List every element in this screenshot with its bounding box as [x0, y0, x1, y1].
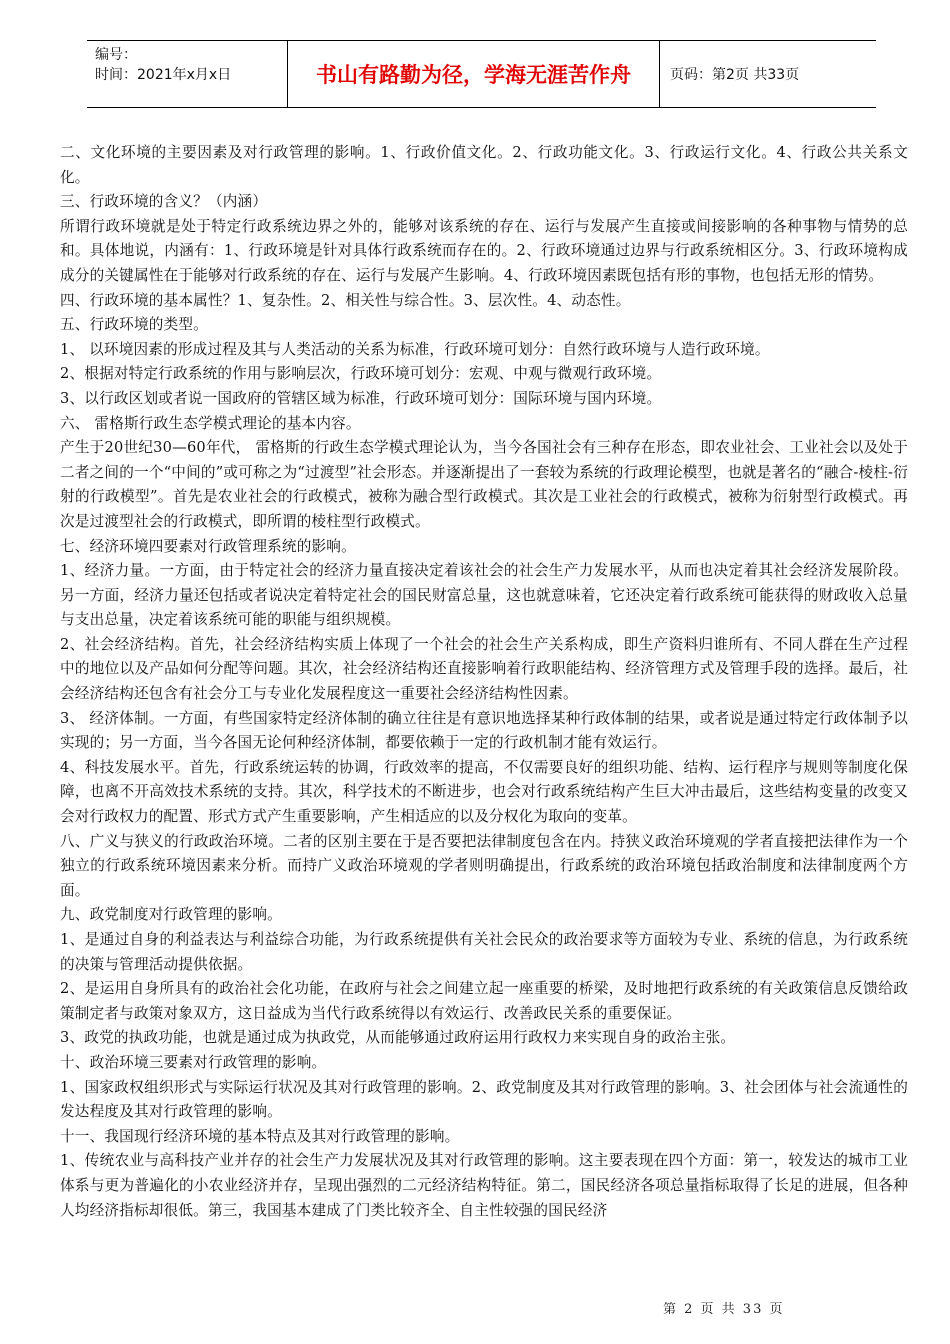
list-item: 1、经济力量。一方面，由于特定社会的经济力量直接决定着该社会的社会生产力发展水平，从而也决定着其社会经济发展阶段。另一方面，经济力量还包括或者说决定着特定社会的国民财富总量，这也就意味着，它还决定着行政系统可能获得的财政收入总量与支出总量，决定着该系统可能的职能与组织规模。	[60, 562, 908, 629]
list-item: 4、科技发展水平。首先，行政系统运转的协调，行政效率的提高，不仅需要良好的组织功能、结构、运行程序与规则等制度化保障，也离不开高效技术系统的支持。其次，科学技术的不断进步，也会对行政系统结构产生巨大冲击最后，这些结构变量的改变又会对行政权力的配置、形式方式产生重要影响，产生相适应的以及分权化为取向的变革。	[60, 758, 908, 826]
paragraph: 二、文化环境的主要因素及对行政管理的影响。1、行政价值文化。2、行政功能文化。3、行政运行文化。4、行政公共关系文化。	[60, 144, 908, 186]
page-header	[87, 40, 876, 108]
document-body	[60, 141, 908, 1223]
header-motto: 书山有路勤为径，学海无涯苦作舟	[316, 63, 631, 87]
section-heading: 十一、我国现行经济环境的基本特点及其对行政管理的影响。	[60, 1127, 460, 1145]
header-page-label: 页码：第2页 共33页	[670, 67, 800, 83]
section-heading: 七、经济环境四要素对行政管理系统的影响。	[60, 537, 356, 555]
list-item: 3、以行政区划或者说一国政府的管辖区域为标准，行政环境可划分：国际环境与国内环境。	[60, 389, 662, 407]
section-heading: 五、行政环境的类型。	[60, 316, 208, 334]
list-item: 2、是运用自身所具有的政治社会化功能，在政府与社会之间建立起一座重要的桥梁，及时地把行政系统的有关政策信息反馈给政策制定者与政策对象双方，这日益成为当代行政系统得以有效运行、改善政民关系的重要保证。	[60, 980, 908, 1022]
paragraph: 1、传统农业与高科技产业并存的社会生产力发展状况及其对行政管理的影响。这主要表现在四个方面：第一，较发达的城市工业体系与更为普遍化的小农业经济并存，呈现出强烈的二元经济结构特征。第二，国民经济各项总量指标取得了长足的进展，但各种人均经济指标却很低。第三，我国基本建成了门类比较齐全、自主性较强的国民经济	[60, 1152, 908, 1219]
list-item: 1、 以环境因素的形成过程及其与人类活动的关系为标准，行政环境可划分：自然行政环境与人造行政环境。	[60, 340, 770, 358]
document-number-label: 编号：	[95, 47, 137, 63]
list-item: 3、 经济体制。一方面，有些国家特定经济体制的确立往往是有意识地选择某种行政体制的结果，或者说是通过特定行政体制予以实现的；另一方面，当今各国无论何种经济体制，都要依赖于一定的行政机制才能有效运行。	[60, 709, 908, 752]
list-item: 2、根据对特定行政系统的作用与影响层次，行政环境可划分：宏观、中观与微观行政环境。	[60, 365, 662, 383]
list-item: 2、社会经济结构。首先，社会经济结构实质上体现了一个社会的社会生产关系构成，即生产资料归谁所有、不同人群在生产过程中的地位以及产品如何分配等问题。其次，社会经济结构还直接影响着行政职能结构、经济管理方式及管理手段的选择。最后，社会经济结构还包含有社会分工与专业化发展程度这一重要社会经济结构性因素。	[60, 635, 908, 703]
paragraph: 四、行政环境的基本属性？1、复杂性。2、相关性与综合性。3、层次性。4、动态性。	[60, 291, 631, 309]
header-motto-cell	[288, 41, 660, 107]
section-heading: 九、政党制度对行政管理的影响。	[60, 906, 282, 924]
page-footer: 第 2 页 共 33 页	[663, 1302, 785, 1317]
paragraph: 1、国家政权组织形式与实际运行状况及其对行政管理的影响。2、政党制度及其对行政管理的影响。3、社会团体与社会流通性的发达程度及其对行政管理的影响。	[60, 1078, 908, 1121]
document-time-label: 时间：2021年x月x日	[95, 67, 232, 83]
paragraph: 产生于20世纪30—60年代， 雷格斯的行政生态学模式理论认为，当今各国社会有三种存在形态，即农业社会、工业社会以及处于二者之间的一个“中间的”或可称之为“过渡型”社会形态。并逐渐提出了一套较为系统的行政理论模型，也就是著名的“融合-棱柱-衍射的行政模型”。首先是农业社会的行政模式，被称为融合型行政模式。其次是工业社会的行政模式，被称为衍射型行政模式。再次是过渡型社会的行政模式，即所谓的棱柱型行政模式。	[60, 439, 908, 530]
list-item: 1、是通过自身的利益表达与利益综合功能，为行政系统提供有关社会民众的政治要求等方面较为专业、系统的信息，为行政系统的决策与管理活动提供依据。	[60, 931, 908, 973]
header-meta	[87, 41, 288, 107]
section-heading: 六、 雷格斯行政生态学模式理论的基本内容。	[60, 414, 361, 432]
list-item: 3、政党的执政功能，也就是通过成为执政党，从而能够通过政府运用行政权力来实现自身的政治主张。	[60, 1029, 736, 1047]
section-heading: 三、行政环境的含义？（内涵）	[60, 193, 268, 211]
paragraph: 八、广义与狭义的行政政治环境。二者的区别主要在于是否要把法律制度包含在内。持狭义政治环境观的学者直接把法律作为一个独立的行政系统环境因素来分析。而持广义政治环境观的学者则明确提出，行政系统的政治环境包括政治制度和法律制度两个方面。	[60, 832, 908, 899]
header-page-cell	[660, 41, 876, 107]
section-heading: 十、政治环境三要素对行政管理的影响。	[60, 1053, 327, 1071]
paragraph: 所谓行政环境就是处于特定行政系统边界之外的，能够对该系统的存在、运行与发展产生直接或间接影响的各种事物与情势的总和。具体地说，内涵有：1、行政环境是针对具体行政系统而存在的。2、行政环境通过边界与行政系统相区分。3、行政环境构成成分的关键属性在于能够对行政系统的存在、运行与发展产生影响。4、行政环境因素既包括有形的事物，也包括无形的情势。	[60, 217, 908, 284]
